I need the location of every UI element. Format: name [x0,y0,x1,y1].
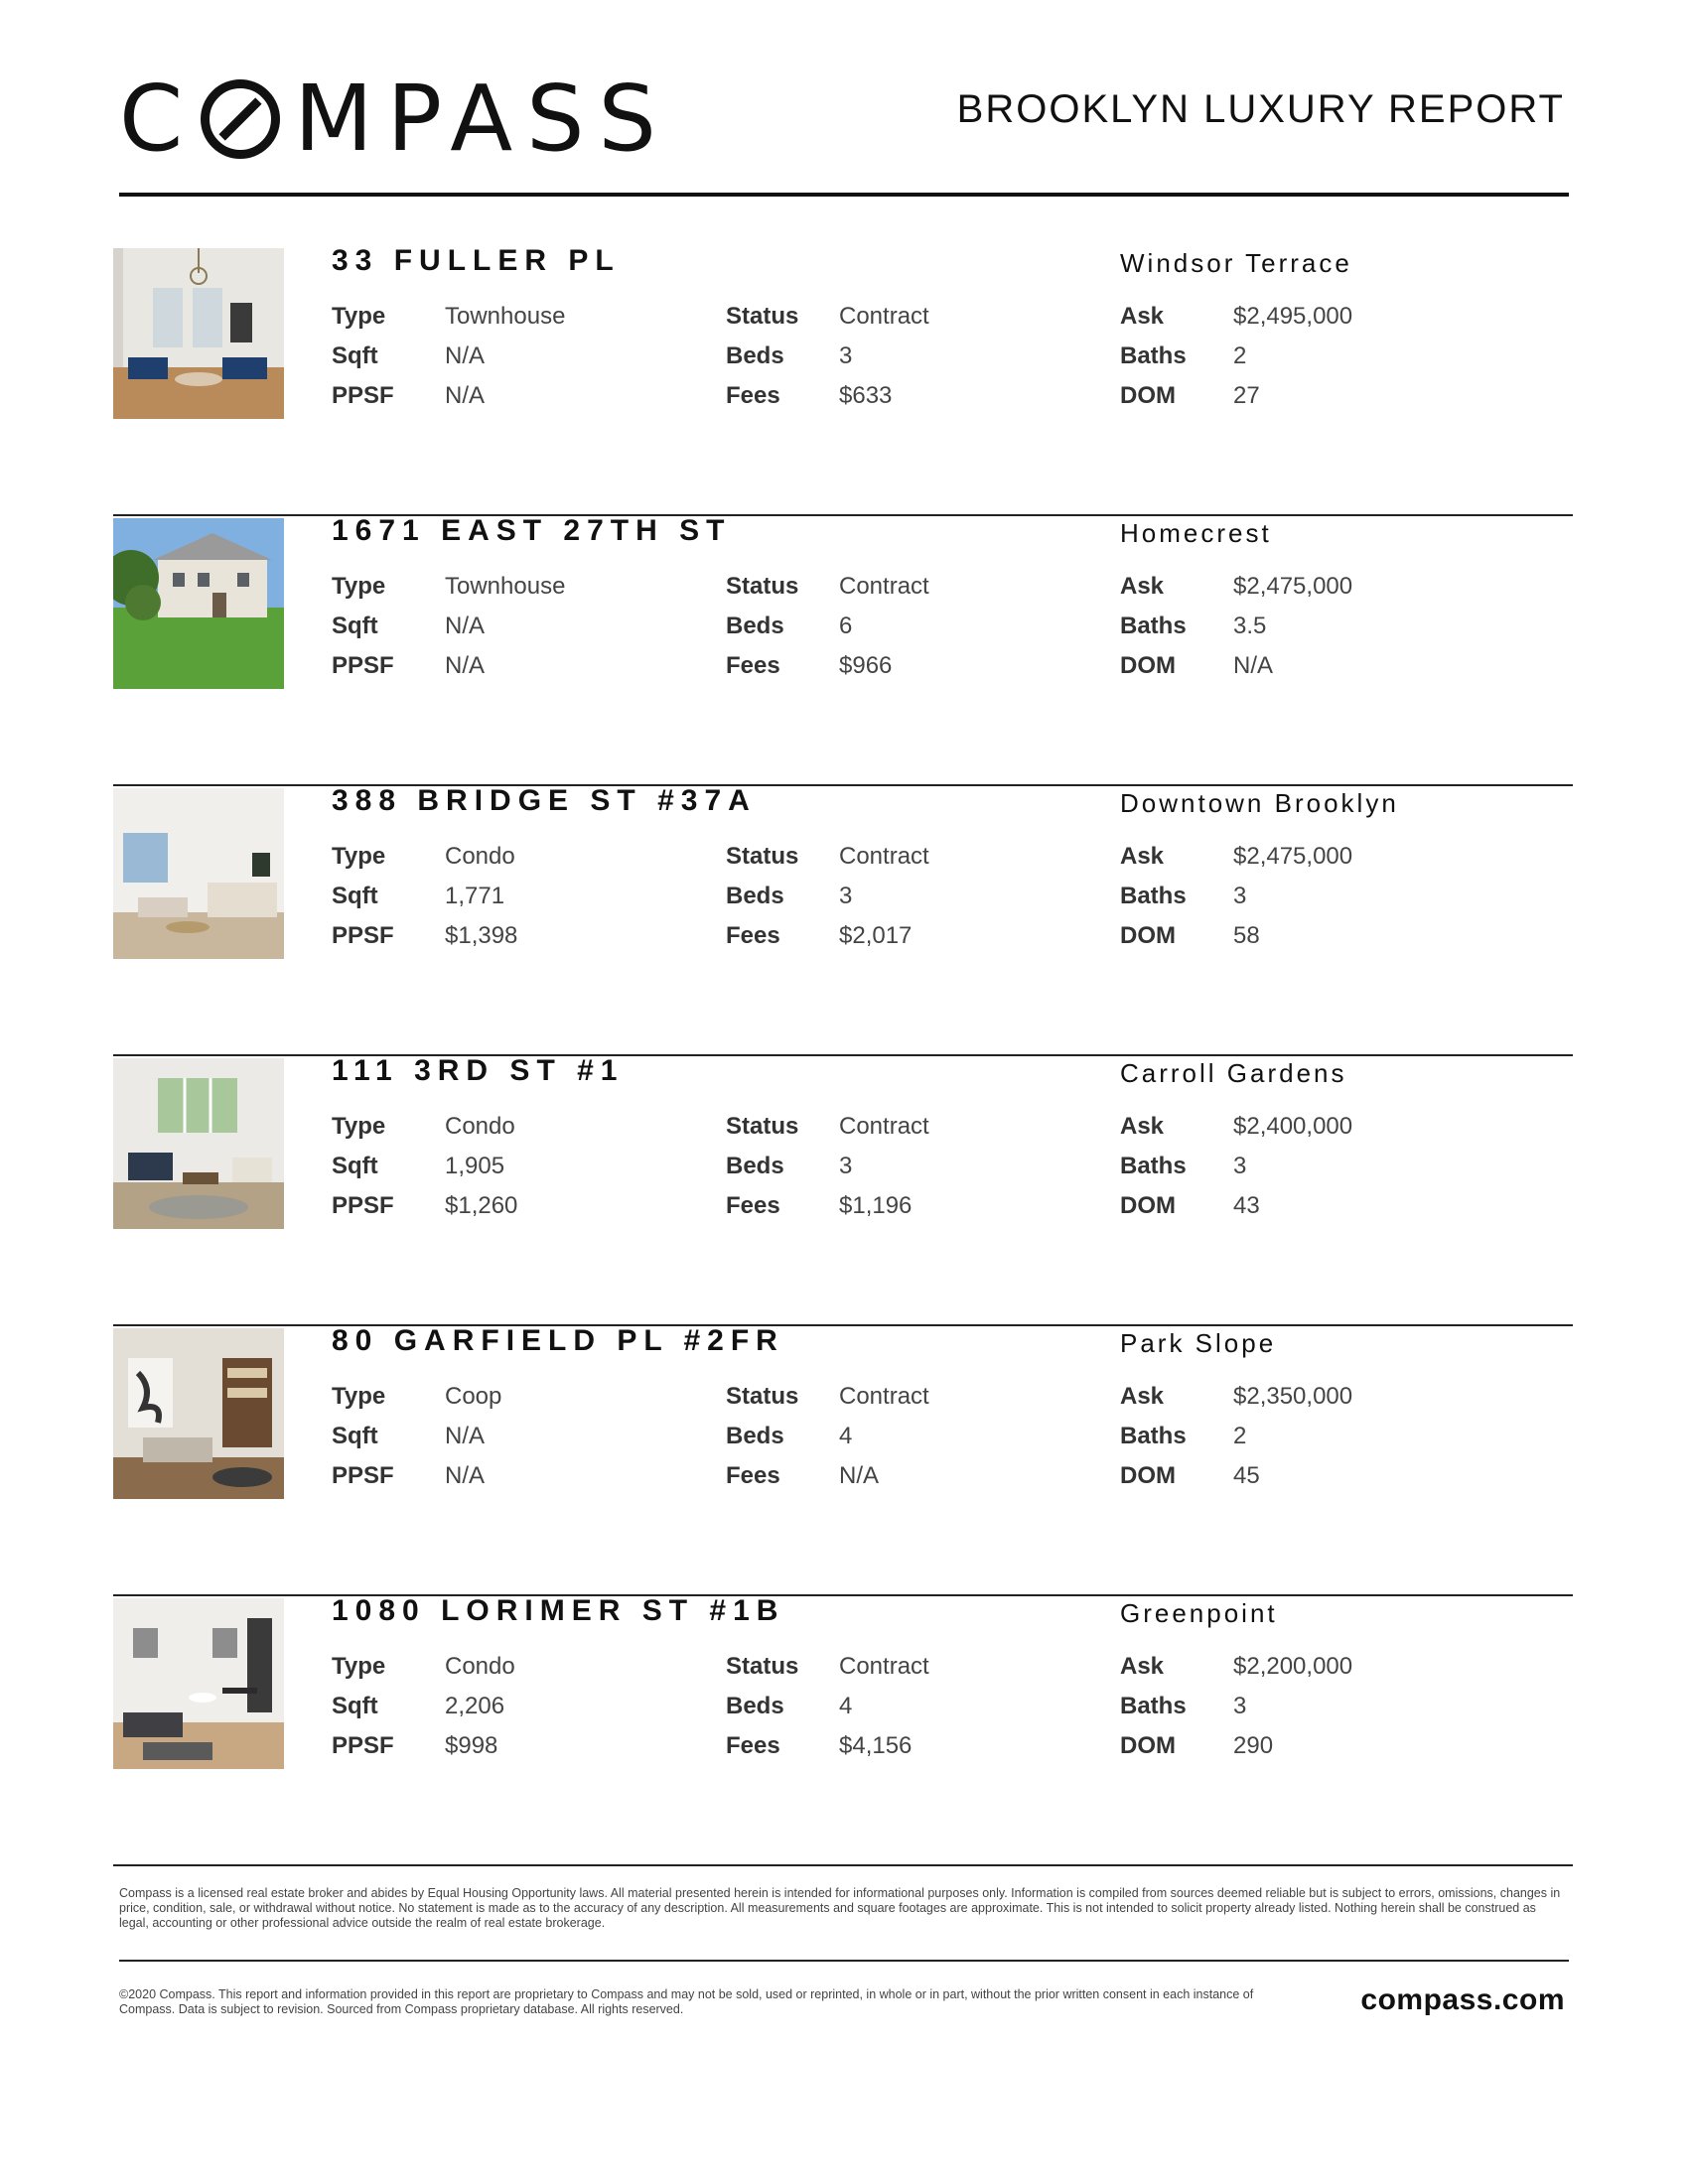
field-label: Beds [726,1693,784,1719]
field-value: 3 [839,1153,853,1179]
field-value: $2,350,000 [1233,1383,1353,1410]
field-value: 4 [839,1423,853,1449]
listing-card[interactable] [113,1594,1573,1866]
field-beds [726,1152,853,1181]
field-dom [1120,1731,1274,1761]
field-ask [1120,1382,1353,1412]
field-status [726,1382,929,1412]
field-value: 3 [1233,883,1247,909]
field-value: Condo [445,843,515,870]
field-label: Beds [726,883,784,909]
field-value: Contract [839,1653,929,1680]
field-sqft [332,341,486,371]
field-label: Sqft [332,342,378,369]
field-value: Condo [445,1653,515,1680]
listing-address: 1671 EAST 27TH ST [332,514,732,547]
field-label: Type [332,573,386,600]
field-value: $2,475,000 [1233,843,1353,870]
field-label: Status [726,1113,799,1140]
field-value: Contract [839,573,929,600]
field-label: PPSF [332,1192,394,1219]
field-sqft [332,1152,505,1181]
field-value: $1,398 [445,922,518,949]
field-label: Baths [1120,613,1187,639]
field-baths [1120,1152,1247,1181]
field-value: N/A [445,1423,486,1449]
field-label: Ask [1120,1383,1165,1410]
field-label: Ask [1120,1113,1165,1140]
field-value: N/A [445,1462,486,1489]
field-sqft [332,882,505,911]
listing-photo[interactable] [113,788,284,959]
field-label: Fees [726,1732,780,1759]
field-ppsf [332,921,518,951]
field-label: DOM [1120,1192,1176,1219]
field-sqft [332,1422,486,1451]
field-beds [726,1692,853,1721]
field-label: Ask [1120,843,1165,870]
field-value: 290 [1233,1732,1274,1759]
field-label: Status [726,843,799,870]
field-label: PPSF [332,1732,394,1759]
header-divider [119,193,1569,197]
listing-divider [113,1864,1573,1866]
field-value: 2 [1233,342,1247,369]
field-type [332,1112,515,1142]
field-value: 27 [1233,382,1260,409]
field-dom [1120,921,1260,951]
field-value: Townhouse [445,303,566,330]
field-ask [1120,842,1353,872]
field-value: 3.5 [1233,613,1267,639]
field-fees [726,1731,913,1761]
field-value: N/A [1233,652,1274,679]
field-ask [1120,572,1353,602]
field-label: Beds [726,342,784,369]
field-value: $633 [839,382,893,409]
field-baths [1120,882,1247,911]
field-label: Status [726,303,799,330]
field-label: PPSF [332,922,394,949]
field-beds [726,1422,853,1451]
field-label: Fees [726,1462,780,1489]
field-label: Status [726,1383,799,1410]
field-value: $998 [445,1732,498,1759]
field-value: Condo [445,1113,515,1140]
field-label: Fees [726,652,780,679]
field-ppsf [332,1731,498,1761]
listing-neighborhood: Downtown Brooklyn [1120,788,1399,818]
field-label: Beds [726,1423,784,1449]
field-type [332,302,566,332]
field-value: N/A [445,613,486,639]
field-value: $1,260 [445,1192,518,1219]
field-ask [1120,302,1353,332]
field-baths [1120,1422,1247,1451]
listing-photo[interactable] [113,1328,284,1499]
field-label: Ask [1120,1653,1165,1680]
field-value: 58 [1233,922,1260,949]
field-label: Type [332,843,386,870]
listing-neighborhood: Carroll Gardens [1120,1058,1347,1088]
field-ask [1120,1652,1353,1682]
field-label: Status [726,573,799,600]
listing-card[interactable] [113,514,1573,786]
field-value: 2 [1233,1423,1247,1449]
field-value: Contract [839,843,929,870]
field-status [726,572,929,602]
field-value: $2,017 [839,922,913,949]
field-label: Type [332,1383,386,1410]
field-label: Beds [726,1153,784,1179]
field-value: 3 [839,342,853,369]
listing-neighborhood: Park Slope [1120,1328,1277,1358]
listing-neighborhood: Homecrest [1120,518,1272,548]
report-title: BROOKLYN LUXURY REPORT [956,87,1565,131]
copyright-notice: ©2020 Compass. This report and information provided in this report are proprietary to Compass and may not be sold, used or reprinted, in whole or in part, without the prior written consent in each instance of Compass. Data is subject to revision. Sourced from Compass proprietary database. All rights reserved. [119,1987,1254,2016]
listing-card[interactable] [113,784,1573,1056]
field-baths [1120,341,1247,371]
listing-neighborhood: Greenpoint [1120,1598,1278,1628]
field-label: Type [332,1653,386,1680]
field-label: Sqft [332,1693,378,1719]
field-label: Type [332,303,386,330]
field-type [332,842,515,872]
field-baths [1120,612,1267,641]
field-label: Sqft [332,613,378,639]
field-value: 45 [1233,1462,1260,1489]
field-value: Contract [839,303,929,330]
field-status [726,302,929,332]
field-sqft [332,1692,505,1721]
field-status [726,1652,929,1682]
field-ppsf [332,1461,486,1491]
listing-address: 1080 LORIMER ST #1B [332,1594,785,1627]
field-value: $2,475,000 [1233,573,1353,600]
listing-address: 388 BRIDGE ST #37A [332,784,757,817]
footer-divider [119,1960,1569,1962]
field-label: Baths [1120,883,1187,909]
listing-photo[interactable] [113,248,284,419]
field-label: DOM [1120,922,1176,949]
listing-card[interactable] [113,244,1573,516]
field-fees [726,381,893,411]
field-label: DOM [1120,1462,1176,1489]
field-type [332,1652,515,1682]
field-label: DOM [1120,382,1176,409]
field-beds [726,341,853,371]
field-baths [1120,1692,1247,1721]
field-value: N/A [445,382,486,409]
field-value: $2,495,000 [1233,303,1353,330]
field-label: Sqft [332,1423,378,1449]
field-label: Baths [1120,1153,1187,1179]
field-label: PPSF [332,1462,394,1489]
listing-card[interactable] [113,1054,1573,1326]
field-ppsf [332,381,486,411]
field-label: Fees [726,382,780,409]
field-label: Ask [1120,303,1165,330]
field-value: Townhouse [445,573,566,600]
listing-photo[interactable] [113,1058,284,1229]
field-value: 1,771 [445,883,505,909]
listing-address: 111 3RD ST #1 [332,1054,625,1087]
field-label: Fees [726,922,780,949]
website-link[interactable]: compass.com [1360,1983,1565,2016]
field-value: $1,196 [839,1192,913,1219]
field-value: 3 [1233,1153,1247,1179]
logo-letter-c: C [119,66,198,172]
field-status [726,842,929,872]
field-value: Contract [839,1113,929,1140]
field-value: 2,206 [445,1693,505,1719]
field-label: Sqft [332,883,378,909]
compass-o-icon [201,79,280,159]
field-ppsf [332,651,486,681]
field-value: $4,156 [839,1732,913,1759]
field-fees [726,1461,880,1491]
field-label: Beds [726,613,784,639]
field-beds [726,612,853,641]
field-beds [726,882,853,911]
field-fees [726,1191,913,1221]
listing-card[interactable] [113,1324,1573,1596]
field-value: N/A [839,1462,880,1489]
field-label: Type [332,1113,386,1140]
field-type [332,1382,502,1412]
field-value: $966 [839,652,893,679]
field-value: N/A [445,652,486,679]
field-label: DOM [1120,652,1176,679]
field-value: $2,200,000 [1233,1653,1353,1680]
compass-logo [119,66,670,172]
field-fees [726,921,913,951]
field-label: Sqft [332,1153,378,1179]
field-value: Contract [839,1383,929,1410]
field-value: 43 [1233,1192,1260,1219]
field-status [726,1112,929,1142]
listing-neighborhood: Windsor Terrace [1120,248,1352,278]
field-label: Baths [1120,1423,1187,1449]
field-label: Ask [1120,573,1165,600]
listing-photo[interactable] [113,1598,284,1769]
listing-address: 33 FULLER PL [332,244,621,277]
field-dom [1120,651,1274,681]
field-value: N/A [445,342,486,369]
field-dom [1120,381,1260,411]
field-label: Status [726,1653,799,1680]
report-header [119,66,1569,172]
field-value: Coop [445,1383,502,1410]
field-ask [1120,1112,1353,1142]
field-label: DOM [1120,1732,1176,1759]
field-label: Baths [1120,1693,1187,1719]
field-dom [1120,1191,1260,1221]
field-ppsf [332,1191,518,1221]
field-value: 4 [839,1693,853,1719]
listing-photo[interactable] [113,518,284,689]
field-dom [1120,1461,1260,1491]
field-value: 3 [1233,1693,1247,1719]
logo-letters: MPASS [294,66,670,172]
field-label: PPSF [332,652,394,679]
field-fees [726,651,893,681]
field-value: 3 [839,883,853,909]
field-label: PPSF [332,382,394,409]
field-value: 1,905 [445,1153,505,1179]
field-value: 6 [839,613,853,639]
field-value: $2,400,000 [1233,1113,1353,1140]
legal-disclaimer: Compass is a licensed real estate broker and abides by Equal Housing Opportunity laws. All material presented herein is intended for informational purposes only. Information is compiled from sources deemed reliable but is subject to errors, omissions, changes in price, condition, sale, or withdrawal without notice. No statement is made as to the accuracy of any description. All measurements and square footages are approximate. This is not intended to solicit property already listed. Nothing herein shall be construed as legal, accounting or other professional advice outside the realm of real estate brokerage. [119,1886,1561,1930]
listing-address: 80 GARFIELD PL #2FR [332,1324,784,1357]
field-sqft [332,612,486,641]
field-label: Baths [1120,342,1187,369]
field-label: Fees [726,1192,780,1219]
field-type [332,572,566,602]
